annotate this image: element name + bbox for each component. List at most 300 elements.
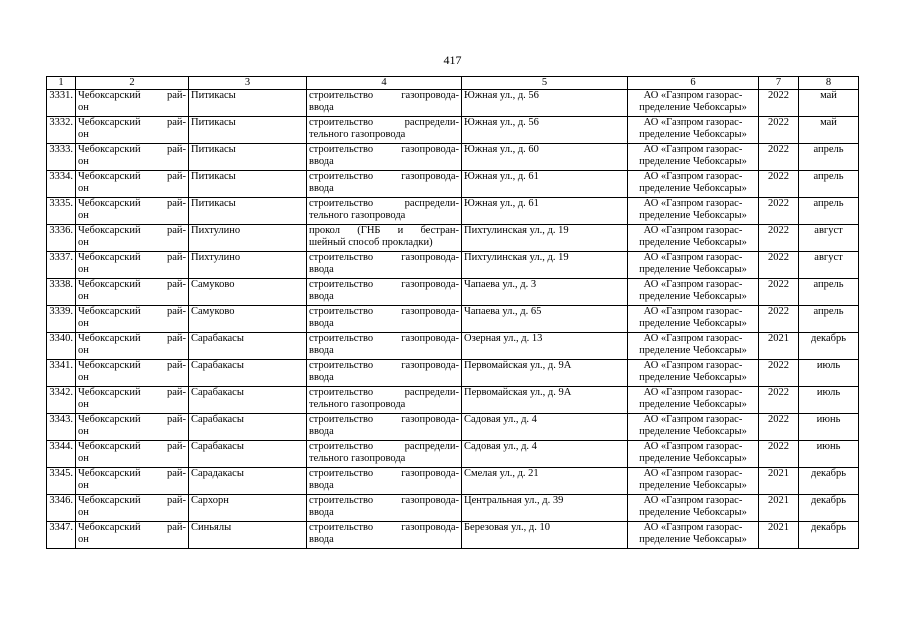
year-text: 2021 — [768, 333, 789, 344]
village-cell — [189, 495, 307, 522]
work-l1-text: строительство газопровода- — [309, 414, 459, 425]
org-l1-text: АО «Газпром газорас- — [643, 171, 743, 182]
year-cell — [759, 333, 799, 360]
org-l1-text: АО «Газпром газорас- — [643, 117, 743, 128]
num-text: 3343. — [49, 414, 73, 425]
village-text: Сарабакасы — [191, 360, 244, 371]
work-l2-text: тельного газопровода — [309, 399, 406, 410]
address-text: Южная ул., д. 56 — [464, 90, 539, 101]
org-l1-text: АО «Газпром газорас- — [643, 522, 743, 533]
month-cell — [799, 252, 859, 279]
row-number — [47, 522, 76, 549]
org-l1-text: АО «Газпром газорас- — [643, 225, 743, 236]
village-text: Питикасы — [191, 171, 236, 182]
year-cell — [759, 414, 799, 441]
month-cell — [799, 414, 859, 441]
month-cell — [799, 144, 859, 171]
work-l1-text: строительство газопровода- — [309, 252, 459, 263]
organization-cell — [628, 441, 759, 468]
month-cell — [799, 522, 859, 549]
org-l2-text: пределение Чебоксары» — [639, 345, 747, 356]
month-cell — [799, 225, 859, 252]
month-text: июль — [816, 387, 841, 398]
year-cell — [759, 468, 799, 495]
month-text: апрель — [813, 306, 844, 317]
year-cell — [759, 144, 799, 171]
num-text: 3341. — [49, 360, 73, 371]
header-row — [47, 77, 859, 90]
work-type-cell — [307, 252, 462, 279]
year-cell — [759, 387, 799, 414]
year-cell — [759, 279, 799, 306]
row-number — [47, 495, 76, 522]
row-number — [47, 144, 76, 171]
year-cell — [759, 90, 799, 117]
work-l2-text: тельного газопровода — [309, 210, 406, 221]
work-type-cell — [307, 171, 462, 198]
year-text: 2022 — [768, 414, 789, 425]
row-number — [47, 198, 76, 225]
work-l2-text: тельного газопровода — [309, 129, 406, 140]
district-l1-text: Чебоксарский рай- — [78, 279, 186, 290]
organization-cell — [628, 468, 759, 495]
num-text: 3335. — [49, 198, 73, 209]
org-l2-text: пределение Чебоксары» — [639, 318, 747, 329]
org-l2-text: пределение Чебоксары» — [639, 372, 747, 383]
table-row — [47, 495, 859, 522]
district-l2-text: он — [78, 129, 89, 140]
work-l2-text: ввода — [309, 318, 334, 329]
organization-cell — [628, 414, 759, 441]
num-text: 3336. — [49, 225, 73, 236]
month-cell — [799, 90, 859, 117]
year-text: 2022 — [768, 225, 789, 236]
address-text: Озерная ул., д. 13 — [464, 333, 543, 344]
work-type-cell — [307, 306, 462, 333]
row-number — [47, 468, 76, 495]
address-cell — [462, 387, 628, 414]
address-text: Южная ул., д. 60 — [464, 144, 539, 155]
column-header: 2 — [76, 77, 189, 90]
year-text: 2022 — [768, 441, 789, 452]
district-l1-text: Чебоксарский рай- — [78, 117, 186, 128]
district-cell — [76, 198, 189, 225]
num-text: 3339. — [49, 306, 73, 317]
num-text: 3333. — [49, 144, 73, 155]
org-l1-text: АО «Газпром газорас- — [643, 306, 743, 317]
district-l2-text: он — [78, 345, 89, 356]
row-number — [47, 279, 76, 306]
month-cell — [799, 117, 859, 144]
org-l2-text: пределение Чебоксары» — [639, 237, 747, 248]
work-type-cell — [307, 144, 462, 171]
address-cell — [462, 279, 628, 306]
district-cell — [76, 414, 189, 441]
address-text: Чапаева ул., д. 65 — [464, 306, 542, 317]
month-text: май — [820, 90, 837, 101]
month-cell — [799, 333, 859, 360]
table-row — [47, 198, 859, 225]
work-type-cell — [307, 90, 462, 117]
org-l1-text: АО «Газпром газорас- — [643, 387, 743, 398]
work-l2-text: ввода — [309, 372, 334, 383]
year-text: 2022 — [768, 171, 789, 182]
organization-cell — [628, 522, 759, 549]
work-type-cell — [307, 333, 462, 360]
district-l2-text: он — [78, 237, 89, 248]
work-l1-text: строительство газопровода- — [309, 360, 459, 371]
column-header: 4 — [307, 77, 462, 90]
month-cell — [799, 441, 859, 468]
row-number — [47, 387, 76, 414]
village-text: Питикасы — [191, 144, 236, 155]
village-text: Пихтулино — [191, 252, 241, 263]
year-text: 2021 — [768, 468, 789, 479]
month-text: апрель — [813, 144, 844, 155]
district-l2-text: он — [78, 291, 89, 302]
year-text: 2022 — [768, 252, 789, 263]
district-cell — [76, 468, 189, 495]
work-l2-text: ввода — [309, 345, 334, 356]
address-cell — [462, 144, 628, 171]
year-text: 2022 — [768, 117, 789, 128]
village-cell — [189, 198, 307, 225]
address-text: Садовая ул., д. 4 — [464, 441, 537, 452]
village-text: Самуково — [191, 279, 235, 290]
village-cell — [189, 306, 307, 333]
district-l1-text: Чебоксарский рай- — [78, 333, 186, 344]
village-cell — [189, 414, 307, 441]
num-text: 3340. — [49, 333, 73, 344]
district-l2-text: он — [78, 102, 89, 113]
district-l1-text: Чебоксарский рай- — [78, 198, 186, 209]
village-text: Сарабакасы — [191, 441, 244, 452]
org-l1-text: АО «Газпром газорас- — [643, 333, 743, 344]
address-cell — [462, 495, 628, 522]
month-text: август — [814, 225, 843, 236]
table-row — [47, 522, 859, 549]
year-text: 2022 — [768, 306, 789, 317]
org-l2-text: пределение Чебоксары» — [639, 102, 747, 113]
page-number: 417 — [443, 53, 462, 67]
village-text: Сарабакасы — [191, 387, 244, 398]
org-l1-text: АО «Газпром газорас- — [643, 279, 743, 290]
organization-cell — [628, 225, 759, 252]
work-type-cell — [307, 414, 462, 441]
year-cell — [759, 198, 799, 225]
district-l2-text: он — [78, 507, 89, 518]
org-l1-text: АО «Газпром газорас- — [643, 468, 743, 479]
address-cell — [462, 522, 628, 549]
district-l1-text: Чебоксарский рай- — [78, 468, 186, 479]
month-cell — [799, 360, 859, 387]
org-l2-text: пределение Чебоксары» — [639, 453, 747, 464]
address-cell — [462, 360, 628, 387]
work-l1-text: строительство газопровода- — [309, 333, 459, 344]
table-row — [47, 306, 859, 333]
district-cell — [76, 441, 189, 468]
address-text: Садовая ул., д. 4 — [464, 414, 537, 425]
village-cell — [189, 171, 307, 198]
address-text: Центральная ул., д. 39 — [464, 495, 564, 506]
address-cell — [462, 171, 628, 198]
month-text: май — [820, 117, 837, 128]
work-l2-text: ввода — [309, 480, 334, 491]
table-row — [47, 468, 859, 495]
year-text: 2022 — [768, 144, 789, 155]
org-l2-text: пределение Чебоксары» — [639, 264, 747, 275]
district-l1-text: Чебоксарский рай- — [78, 171, 186, 182]
year-text: 2022 — [768, 279, 789, 290]
district-l2-text: он — [78, 399, 89, 410]
org-l2-text: пределение Чебоксары» — [639, 291, 747, 302]
district-l1-text: Чебоксарский рай- — [78, 414, 186, 425]
address-text: Пихтулинская ул., д. 19 — [464, 225, 569, 236]
district-cell — [76, 144, 189, 171]
month-cell — [799, 495, 859, 522]
address-cell — [462, 225, 628, 252]
address-text: Березовая ул., д. 10 — [464, 522, 550, 533]
address-text: Южная ул., д. 61 — [464, 171, 539, 182]
org-l1-text: АО «Газпром газорас- — [643, 90, 743, 101]
month-text: декабрь — [811, 468, 846, 479]
address-cell — [462, 252, 628, 279]
address-cell — [462, 468, 628, 495]
column-header: 3 — [189, 77, 307, 90]
num-text: 3342. — [49, 387, 73, 398]
org-l1-text: АО «Газпром газорас- — [643, 144, 743, 155]
org-l2-text: пределение Чебоксары» — [639, 156, 747, 167]
work-type-cell — [307, 225, 462, 252]
month-cell — [799, 171, 859, 198]
district-cell — [76, 279, 189, 306]
work-l1-text: прокол (ГНБ и бестран- — [309, 225, 459, 236]
year-cell — [759, 306, 799, 333]
year-text: 2022 — [768, 387, 789, 398]
org-l1-text: АО «Газпром газорас- — [643, 414, 743, 425]
month-text: август — [814, 252, 843, 263]
work-l2-text: ввода — [309, 507, 334, 518]
num-text: 3332. — [49, 117, 73, 128]
work-type-cell — [307, 495, 462, 522]
org-l1-text: АО «Газпром газорас- — [643, 252, 743, 263]
organization-cell — [628, 333, 759, 360]
district-cell — [76, 225, 189, 252]
village-cell — [189, 279, 307, 306]
district-cell — [76, 306, 189, 333]
district-l2-text: он — [78, 318, 89, 329]
district-l2-text: он — [78, 453, 89, 464]
village-cell — [189, 360, 307, 387]
work-l1-text: строительство газопровода- — [309, 90, 459, 101]
year-text: 2022 — [768, 360, 789, 371]
district-cell — [76, 333, 189, 360]
column-header: 8 — [799, 77, 859, 90]
work-l1-text: строительство распредели- — [309, 117, 459, 128]
village-cell — [189, 333, 307, 360]
district-l1-text: Чебоксарский рай- — [78, 90, 186, 101]
year-cell — [759, 171, 799, 198]
address-cell — [462, 414, 628, 441]
month-cell — [799, 387, 859, 414]
village-text: Сарадакасы — [191, 468, 244, 479]
village-cell — [189, 117, 307, 144]
org-l2-text: пределение Чебоксары» — [639, 426, 747, 437]
village-text: Питикасы — [191, 117, 236, 128]
table-row — [47, 90, 859, 117]
organization-cell — [628, 495, 759, 522]
district-cell — [76, 252, 189, 279]
organization-cell — [628, 117, 759, 144]
village-text: Синьялы — [191, 522, 232, 533]
org-l2-text: пределение Чебоксары» — [639, 399, 747, 410]
org-l1-text: АО «Газпром газорас- — [643, 441, 743, 452]
month-text: декабрь — [811, 333, 846, 344]
district-l1-text: Чебоксарский рай- — [78, 144, 186, 155]
year-cell — [759, 252, 799, 279]
year-text: 2022 — [768, 198, 789, 209]
organization-cell — [628, 252, 759, 279]
table-row — [47, 252, 859, 279]
village-text: Сарабакасы — [191, 414, 244, 425]
work-l2-text: ввода — [309, 291, 334, 302]
organization-cell — [628, 387, 759, 414]
row-number — [47, 333, 76, 360]
work-l1-text: строительство газопровода- — [309, 522, 459, 533]
district-l1-text: Чебоксарский рай- — [78, 522, 186, 533]
district-cell — [76, 90, 189, 117]
work-l1-text: строительство газопровода- — [309, 279, 459, 290]
district-l1-text: Чебоксарский рай- — [78, 495, 186, 506]
org-l2-text: пределение Чебоксары» — [639, 534, 747, 545]
district-l1-text: Чебоксарский рай- — [78, 360, 186, 371]
village-text: Сарабакасы — [191, 333, 244, 344]
row-number — [47, 306, 76, 333]
district-cell — [76, 522, 189, 549]
work-l1-text: строительство газопровода- — [309, 171, 459, 182]
organization-cell — [628, 306, 759, 333]
month-cell — [799, 198, 859, 225]
organization-cell — [628, 90, 759, 117]
num-text: 3346. — [49, 495, 73, 506]
work-type-cell — [307, 279, 462, 306]
work-type-cell — [307, 441, 462, 468]
village-text: Питикасы — [191, 198, 236, 209]
org-l2-text: пределение Чебоксары» — [639, 183, 747, 194]
num-text: 3347. — [49, 522, 73, 533]
month-text: апрель — [813, 171, 844, 182]
year-text: 2021 — [768, 495, 789, 506]
work-type-cell — [307, 198, 462, 225]
village-cell — [189, 252, 307, 279]
district-l2-text: он — [78, 534, 89, 545]
district-l2-text: он — [78, 183, 89, 194]
row-number — [47, 414, 76, 441]
table-row — [47, 225, 859, 252]
row-number — [47, 90, 76, 117]
address-cell — [462, 306, 628, 333]
table-row — [47, 171, 859, 198]
table-row — [47, 333, 859, 360]
address-text: Южная ул., д. 56 — [464, 117, 539, 128]
num-text: 3331. — [49, 90, 73, 101]
org-l1-text: АО «Газпром газорас- — [643, 360, 743, 371]
month-text: апрель — [813, 198, 844, 209]
table-row — [47, 117, 859, 144]
column-header: 1 — [47, 77, 76, 90]
year-text: 2021 — [768, 522, 789, 533]
district-cell — [76, 387, 189, 414]
column-header: 7 — [759, 77, 799, 90]
village-cell — [189, 387, 307, 414]
month-cell — [799, 279, 859, 306]
district-l2-text: он — [78, 426, 89, 437]
work-l2-text: шейный способ прокладки) — [309, 237, 433, 248]
work-type-cell — [307, 522, 462, 549]
village-text: Питикасы — [191, 90, 236, 101]
month-text: декабрь — [811, 522, 846, 533]
month-cell — [799, 468, 859, 495]
table-row — [47, 279, 859, 306]
org-l2-text: пределение Чебоксары» — [639, 210, 747, 221]
work-l1-text: строительство газопровода- — [309, 495, 459, 506]
organization-cell — [628, 198, 759, 225]
work-type-cell — [307, 360, 462, 387]
row-number — [47, 117, 76, 144]
work-l2-text: ввода — [309, 183, 334, 194]
work-l1-text: строительство газопровода- — [309, 306, 459, 317]
village-cell — [189, 144, 307, 171]
address-cell — [462, 333, 628, 360]
column-header: 5 — [462, 77, 628, 90]
year-cell — [759, 117, 799, 144]
row-number — [47, 171, 76, 198]
address-cell — [462, 117, 628, 144]
village-text: Самуково — [191, 306, 235, 317]
district-l2-text: он — [78, 264, 89, 275]
num-text: 3334. — [49, 171, 73, 182]
month-cell — [799, 306, 859, 333]
village-cell — [189, 522, 307, 549]
month-text: декабрь — [811, 495, 846, 506]
address-text: Смелая ул., д. 21 — [464, 468, 539, 479]
month-text: июнь — [816, 414, 841, 425]
table-row — [47, 144, 859, 171]
org-l2-text: пределение Чебоксары» — [639, 507, 747, 518]
district-cell — [76, 495, 189, 522]
organization-cell — [628, 144, 759, 171]
work-l2-text: ввода — [309, 156, 334, 167]
table-row — [47, 414, 859, 441]
organization-cell — [628, 279, 759, 306]
district-l2-text: он — [78, 480, 89, 491]
address-cell — [462, 441, 628, 468]
address-text: Чапаева ул., д. 3 — [464, 279, 537, 290]
address-text: Пихтулинская ул., д. 19 — [464, 252, 569, 263]
district-l2-text: он — [78, 156, 89, 167]
num-text: 3344. — [49, 441, 73, 452]
organization-cell — [628, 171, 759, 198]
year-cell — [759, 522, 799, 549]
district-l2-text: он — [78, 210, 89, 221]
work-l1-text: строительство распредели- — [309, 387, 459, 398]
village-text: Сархорн — [191, 495, 229, 506]
num-text: 3338. — [49, 279, 73, 290]
table-row — [47, 360, 859, 387]
month-text: июнь — [816, 441, 841, 452]
address-text: Первомайская ул., д. 9А — [464, 387, 572, 398]
work-l2-text: ввода — [309, 426, 334, 437]
